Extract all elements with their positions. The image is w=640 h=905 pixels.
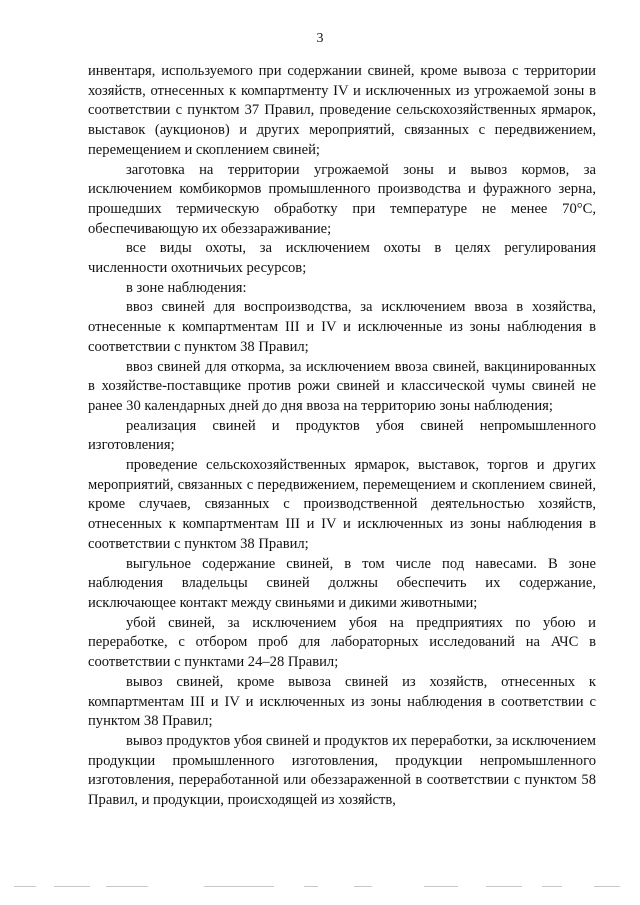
- scan-mark: [354, 886, 372, 887]
- scan-footer-marks: [14, 884, 626, 890]
- paragraph-6: ввоз свиней для откорма, за исключением ввоза свиней, вакцинированных в хозяйстве-поставщике против рожи свиней и классической чумы свиней не ранее 30 календарных дней до дня ввоза на территорию зоны наблюдения;: [88, 358, 596, 414]
- scan-mark: [542, 886, 562, 887]
- paragraph-10: убой свиней, за исключением убоя на предприятиях по убою и переработке, с отбором проб для лабораторных исследований на АЧС в соответствии с пунктами 24–28 Правил;: [88, 614, 596, 671]
- paragraph-12: вывоз продуктов убоя свиней и продуктов их переработки, за исключением продукции промышленного изготовления, продукции непромышленного изготовления, переработанной или обеззараженной в соответствии с пунктом 58 Правил, и продукции, происходящей из хозяйств,: [88, 732, 596, 809]
- scan-mark: [14, 886, 36, 887]
- scan-mark: [424, 886, 458, 887]
- paragraph-2: заготовка на территории угрожаемой зоны и вывоз кормов, за исключением комбикормов промышленного производства и фуражного зерна, прошедших термическую обработку при температуре не менее 70°C, обеспечивающую их обеззараживание;: [88, 161, 596, 237]
- paragraph-4: в зоне наблюдения:: [126, 279, 247, 296]
- paragraph-3: все виды охоты, за исключением охоты в целях регулирования численности охотничьих ресурсов;: [88, 240, 596, 277]
- paragraph-7: реализация свиней и продуктов убоя свиней непромышленного изготовления;: [88, 417, 596, 454]
- paragraph-1: инвентаря, используемого при содержании свиней, кроме вывоза с территории хозяйств, отнесенных к компартменту IV и исключенных из угрожаемой зоны в соответствии с пунктом 37 Правил, проведение сельскохозяйственных ярмарок, выставок (аукционов) и других мероприятий, связанных с передвижением, перемещением и скоплением свиней;: [88, 63, 596, 158]
- paragraph-8: проведение сельскохозяйственных ярмарок, выставок, торгов и других мероприятий, связанных с передвижением, перемещением и скоплением свиней, кроме случаев, связанных с производственной деятельностью хозяйств, отнесенных к компартментам III и IV и исключенных из зоны наблюдения в соответствии с пунктом 38 Правил;: [88, 457, 596, 552]
- scan-mark: [304, 886, 318, 887]
- paragraph-5: ввоз свиней для воспроизводства, за исключением ввоза в хозяйства, отнесенные к компартментам III и IV и исключенные из зоны наблюдения в соответствии с пунктом 38 Правил;: [88, 299, 596, 355]
- scan-mark: [594, 886, 620, 887]
- scan-mark: [106, 886, 148, 887]
- document-body: [88, 62, 596, 811]
- scan-mark: [486, 886, 522, 887]
- page-number: 3: [316, 31, 324, 46]
- scan-mark: [54, 886, 90, 887]
- paragraph-9: выгульное содержание свиней, в том числе под навесами. В зоне наблюдения владельцы свиней должны обеспечить их содержание, исключающее контакт между свиньями и дикими животными;: [88, 555, 596, 611]
- paragraph-11: вывоз свиней, кроме вывоза свиней из хозяйств, отнесенных к компартментам III и IV и исключенных из зоны наблюдения в соответствии с пунктом 38 Правил;: [88, 673, 596, 730]
- scan-mark: [204, 886, 274, 887]
